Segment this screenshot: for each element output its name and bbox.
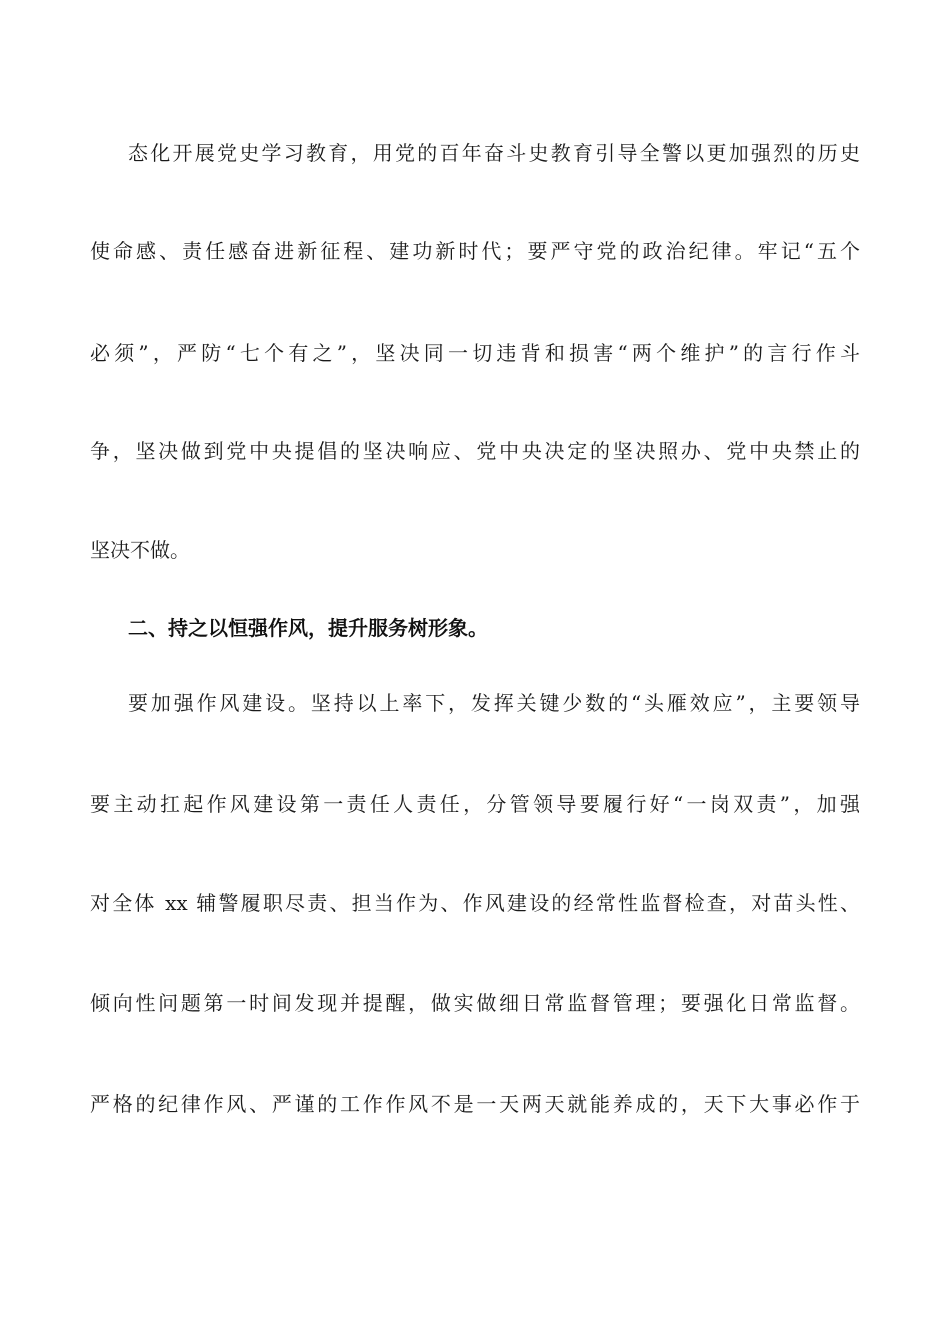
section-heading: 二、持之以恒强作风，提升服务树形象。 [128,616,488,640]
paragraph-line-7: 要主动扛起作风建设第一责任人责任，分管领导要履行好“一岗双责”，加强 [90,792,860,816]
paragraph-line-6: 要加强作风建设。坚持以上率下，发挥关键少数的“头雁效应”，主要领导 [128,691,860,715]
paragraph-line-5: 坚决不做。 [90,538,190,562]
paragraph-line-2: 使命感、责任感奋进新征程、建功新时代；要严守党的政治纪律。牢记“五个 [90,239,860,263]
paragraph-line-4: 争，坚决做到党中央提倡的坚决响应、党中央决定的坚决照办、党中央禁止的 [90,439,860,463]
paragraph-line-3: 必须”，严防“七个有之”，坚决同一切违背和损害“两个维护”的言行作斗 [90,341,860,365]
paragraph-line-8: 对全体 xx 辅警履职尽责、担当作为、作风建设的经常性监督检查，对苗头性、 [90,891,860,915]
paragraph-line-10: 严格的纪律作风、严谨的工作作风不是一天两天就能养成的，天下大事必作于 [90,1092,860,1116]
paragraph-line-1: 态化开展党史学习教育，用党的百年奋斗史教育引导全警以更加强烈的历史 [128,141,860,165]
paragraph-line-9: 倾向性问题第一时间发现并提醒，做实做细日常监督管理；要强化日常监督。 [90,991,860,1015]
